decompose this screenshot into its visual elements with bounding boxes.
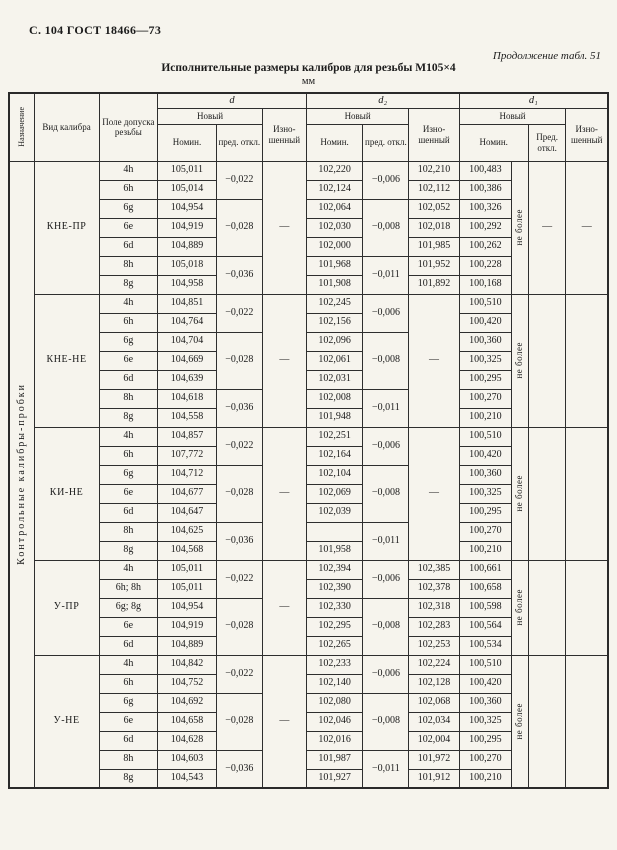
- d2-deviation: −0,008: [363, 465, 409, 522]
- d2-worn: 102,004: [409, 731, 459, 750]
- thread-tolerance-field: 8g: [99, 275, 158, 294]
- d2-nominal: 101,908: [306, 275, 363, 294]
- d-deviation: −0,022: [216, 427, 262, 465]
- thread-tolerance-field: 6g; 8g: [99, 598, 158, 617]
- d2-worn: 102,018: [409, 218, 459, 237]
- d2-nominal: 102,140: [306, 674, 363, 693]
- header-d-deviation: пред. откл.: [216, 124, 262, 161]
- d2-nominal: 102,030: [306, 218, 363, 237]
- d-worn: —: [262, 655, 306, 788]
- d-nominal: 104,669: [158, 351, 217, 370]
- d1-nominal: 100,295: [459, 731, 511, 750]
- thread-tolerance-field: 6d: [99, 636, 158, 655]
- d-nominal: 104,568: [158, 541, 217, 560]
- d2-nominal: 102,031: [306, 370, 363, 389]
- thread-tolerance-field: 6d: [99, 237, 158, 256]
- header-d-new: Новый: [158, 108, 263, 124]
- d-deviation: −0,036: [216, 750, 262, 788]
- gauge-type: КНЕ-НЕ: [34, 294, 99, 427]
- continuation-note: Продолжение табл. 51: [492, 50, 601, 62]
- gauge-type: У-ПР: [34, 560, 99, 655]
- d1-nominal: 100,658: [459, 579, 511, 598]
- not-more-note-text: не более: [514, 342, 525, 379]
- d2-deviation: −0,008: [363, 598, 409, 655]
- header-thread-tolerance: Поле допуска резьбы: [99, 93, 158, 161]
- header-d-nominal: Номин.: [158, 124, 217, 161]
- header-d2-new: Новый: [306, 108, 409, 124]
- d1-nominal: 100,210: [459, 769, 511, 788]
- table-row: [9, 294, 608, 313]
- d2-nominal: 102,096: [306, 332, 363, 351]
- d2-worn: 102,128: [409, 674, 459, 693]
- d-deviation: −0,036: [216, 256, 262, 294]
- not-more-note: [512, 294, 529, 427]
- d-nominal: 104,704: [158, 332, 217, 351]
- table-row: [9, 655, 608, 674]
- d1-worn: [566, 655, 608, 788]
- not-more-note-text: не более: [514, 209, 525, 246]
- d-deviation: −0,022: [216, 655, 262, 693]
- d1-nominal: 100,510: [459, 294, 511, 313]
- d1-nominal: 100,325: [459, 712, 511, 731]
- thread-tolerance-field: 4h: [99, 560, 158, 579]
- d2-worn: 102,253: [409, 636, 459, 655]
- gauge-type: КНЕ-ПР: [34, 161, 99, 294]
- thread-tolerance-field: 6h: [99, 446, 158, 465]
- d2-nominal: 102,330: [306, 598, 363, 617]
- d-deviation: −0,028: [216, 332, 262, 389]
- d2-deviation: −0,008: [363, 332, 409, 389]
- d2-nominal: 102,265: [306, 636, 363, 655]
- d1-nominal: 100,270: [459, 389, 511, 408]
- thread-tolerance-field: 8h: [99, 522, 158, 541]
- d-worn: —: [262, 161, 306, 294]
- thread-tolerance-field: 4h: [99, 161, 158, 180]
- d2-worn: 102,378: [409, 579, 459, 598]
- table-body: [9, 161, 608, 788]
- thread-tolerance-field: 6e: [99, 484, 158, 503]
- page-reference: С. 104 ГОСТ 18466—73: [29, 23, 162, 37]
- d1-nominal: 100,168: [459, 275, 511, 294]
- d2-deviation: −0,008: [363, 199, 409, 256]
- header-purpose: [9, 93, 34, 161]
- d1-nominal: 100,326: [459, 199, 511, 218]
- d2-deviation: −0,011: [363, 256, 409, 294]
- d2-deviation: −0,006: [363, 655, 409, 693]
- d-deviation: −0,028: [216, 693, 262, 750]
- d-nominal: 104,712: [158, 465, 217, 484]
- header-gauge-type: Вид калибра: [34, 93, 99, 161]
- d2-deviation: −0,011: [363, 522, 409, 560]
- header-d2: d₂: [306, 93, 459, 108]
- d1-nominal: 100,534: [459, 636, 511, 655]
- d2-nominal: 102,080: [306, 693, 363, 712]
- gauge-type: КИ-НЕ: [34, 427, 99, 560]
- d1-nominal: 100,210: [459, 541, 511, 560]
- thread-tolerance-field: 6e: [99, 712, 158, 731]
- not-more-note: [512, 427, 529, 560]
- d1-nominal: 100,598: [459, 598, 511, 617]
- gauge-dimensions-table: [8, 92, 609, 789]
- header-purpose-text: Назначение: [17, 107, 27, 148]
- thread-tolerance-field: 8g: [99, 541, 158, 560]
- d2-nominal: 102,069: [306, 484, 363, 503]
- d-nominal: 104,628: [158, 731, 217, 750]
- d1-nominal: 100,325: [459, 351, 511, 370]
- d2-nominal: 101,927: [306, 769, 363, 788]
- d2-nominal: 102,008: [306, 389, 363, 408]
- d1-nominal: 100,295: [459, 370, 511, 389]
- d-deviation: −0,028: [216, 199, 262, 256]
- d2-nominal: 102,164: [306, 446, 363, 465]
- d-nominal: 104,677: [158, 484, 217, 503]
- d2-nominal: 102,000: [306, 237, 363, 256]
- thread-tolerance-field: 6g: [99, 332, 158, 351]
- not-more-note: [512, 161, 529, 294]
- not-more-note: [512, 560, 529, 655]
- d2-nominal: 101,968: [306, 256, 363, 275]
- d-deviation: −0,036: [216, 389, 262, 427]
- d-nominal: 105,018: [158, 256, 217, 275]
- thread-tolerance-field: 8h: [99, 750, 158, 769]
- d2-worn: —: [409, 427, 459, 560]
- thread-tolerance-field: 6e: [99, 218, 158, 237]
- d2-worn: —: [409, 294, 459, 427]
- table-header: [9, 93, 608, 161]
- d2-nominal: 102,233: [306, 655, 363, 674]
- d2-nominal: 102,390: [306, 579, 363, 598]
- not-more-note-text: не более: [514, 475, 525, 512]
- d1-nominal: 100,262: [459, 237, 511, 256]
- header-d-worn: Изно-шенный: [262, 108, 306, 161]
- header-d2-nominal: Номин.: [306, 124, 363, 161]
- d-nominal: 104,558: [158, 408, 217, 427]
- d2-worn: 101,912: [409, 769, 459, 788]
- units-label: мм: [301, 76, 316, 87]
- thread-tolerance-field: 4h: [99, 655, 158, 674]
- header-d2-deviation: пред. откл.: [363, 124, 409, 161]
- d1-deviation: [528, 427, 566, 560]
- d2-deviation: −0,006: [363, 427, 409, 465]
- d1-nominal: 100,510: [459, 427, 511, 446]
- d2-nominal: 102,156: [306, 313, 363, 332]
- d-nominal: 104,919: [158, 218, 217, 237]
- d-nominal: 104,618: [158, 389, 217, 408]
- not-more-note-text: не более: [514, 702, 525, 740]
- d1-worn: [566, 294, 608, 427]
- d1-nominal: 100,325: [459, 484, 511, 503]
- d2-nominal: 102,124: [306, 180, 363, 199]
- d1-deviation: [528, 655, 566, 788]
- d-nominal: 104,954: [158, 598, 217, 617]
- side-label-text: Контрольные калибры-пробки: [15, 383, 27, 566]
- d-nominal: 104,889: [158, 237, 217, 256]
- d2-worn: 102,385: [409, 560, 459, 579]
- thread-tolerance-field: 6g: [99, 465, 158, 484]
- d2-worn: 102,112: [409, 180, 459, 199]
- d2-nominal: 102,104: [306, 465, 363, 484]
- d-nominal: 104,543: [158, 769, 217, 788]
- d-nominal: 104,764: [158, 313, 217, 332]
- thread-tolerance-field: 8h: [99, 256, 158, 275]
- d1-nominal: 100,270: [459, 522, 511, 541]
- d-deviation: −0,022: [216, 294, 262, 332]
- d1-worn: —: [566, 161, 608, 294]
- d-nominal: 104,851: [158, 294, 217, 313]
- thread-tolerance-field: 6e: [99, 617, 158, 636]
- d1-nominal: 100,661: [459, 560, 511, 579]
- thread-tolerance-field: 6h; 8h: [99, 579, 158, 598]
- d-worn: —: [262, 427, 306, 560]
- d2-worn: 102,224: [409, 655, 459, 674]
- d-nominal: 104,658: [158, 712, 217, 731]
- d-deviation: −0,036: [216, 522, 262, 560]
- d-nominal: 104,692: [158, 693, 217, 712]
- d1-nominal: 100,510: [459, 655, 511, 674]
- not-more-note: [512, 655, 529, 788]
- thread-tolerance-field: 6g: [99, 199, 158, 218]
- header-d: d: [158, 93, 307, 108]
- d1-nominal: 100,210: [459, 408, 511, 427]
- thread-tolerance-field: 8g: [99, 769, 158, 788]
- d-deviation: −0,028: [216, 598, 262, 655]
- d1-deviation: [528, 560, 566, 655]
- d1-nominal: 100,564: [459, 617, 511, 636]
- d2-nominal: 102,064: [306, 199, 363, 218]
- d-nominal: 104,625: [158, 522, 217, 541]
- d1-nominal: 100,360: [459, 332, 511, 351]
- d1-nominal: 100,360: [459, 465, 511, 484]
- d2-worn: 102,034: [409, 712, 459, 731]
- thread-tolerance-field: 6h: [99, 180, 158, 199]
- header-d2-worn: Изно-шенный: [409, 108, 459, 161]
- d1-nominal: 100,420: [459, 674, 511, 693]
- d1-nominal: 100,386: [459, 180, 511, 199]
- d2-nominal: 102,394: [306, 560, 363, 579]
- d2-nominal: 102,295: [306, 617, 363, 636]
- d-nominal: 104,639: [158, 370, 217, 389]
- thread-tolerance-field: 4h: [99, 427, 158, 446]
- d2-worn: 101,952: [409, 256, 459, 275]
- thread-tolerance-field: 6d: [99, 731, 158, 750]
- d-nominal: 105,011: [158, 560, 217, 579]
- d1-nominal: 100,295: [459, 503, 511, 522]
- d2-nominal: 102,251: [306, 427, 363, 446]
- header-d1-new: Новый: [459, 108, 566, 124]
- d1-worn: [566, 427, 608, 560]
- d1-nominal: 100,483: [459, 161, 511, 180]
- d-deviation: −0,028: [216, 465, 262, 522]
- thread-tolerance-field: 6g: [99, 693, 158, 712]
- d1-nominal: 100,292: [459, 218, 511, 237]
- d1-worn: [566, 560, 608, 655]
- d2-deviation: −0,006: [363, 161, 409, 199]
- table-row: [9, 161, 608, 180]
- d2-nominal: 101,987: [306, 750, 363, 769]
- d2-deviation: −0,006: [363, 560, 409, 598]
- d-worn: —: [262, 560, 306, 655]
- d2-worn: 102,318: [409, 598, 459, 617]
- d2-deviation: −0,008: [363, 693, 409, 750]
- d1-nominal: 100,360: [459, 693, 511, 712]
- d-nominal: 104,603: [158, 750, 217, 769]
- d-nominal: 105,011: [158, 161, 217, 180]
- d2-nominal: 102,039: [306, 503, 363, 522]
- d2-deviation: −0,006: [363, 294, 409, 332]
- d2-nominal: 102,245: [306, 294, 363, 313]
- thread-tolerance-field: 6d: [99, 370, 158, 389]
- d1-nominal: 100,420: [459, 313, 511, 332]
- thread-tolerance-field: 6h: [99, 674, 158, 693]
- d2-worn: 102,068: [409, 693, 459, 712]
- d-nominal: 105,011: [158, 579, 217, 598]
- d1-deviation: —: [528, 161, 566, 294]
- d-nominal: 104,752: [158, 674, 217, 693]
- d2-nominal: 102,016: [306, 731, 363, 750]
- d2-deviation: −0,011: [363, 750, 409, 788]
- d1-nominal: 100,420: [459, 446, 511, 465]
- table-row: [9, 560, 608, 579]
- table-row: [9, 427, 608, 446]
- d-nominal: 104,954: [158, 199, 217, 218]
- d2-nominal: 102,061: [306, 351, 363, 370]
- not-more-note-text: не более: [514, 589, 525, 626]
- d2-nominal: [306, 522, 363, 541]
- d1-deviation: [528, 294, 566, 427]
- d-nominal: 104,842: [158, 655, 217, 674]
- d-deviation: −0,022: [216, 560, 262, 598]
- thread-tolerance-field: 8h: [99, 389, 158, 408]
- d-nominal: 104,919: [158, 617, 217, 636]
- d2-nominal: 101,948: [306, 408, 363, 427]
- d-worn: —: [262, 294, 306, 427]
- page-title: Исполнительные размеры калибров для резьбы М105×4: [161, 62, 456, 74]
- d2-nominal: 101,958: [306, 541, 363, 560]
- header-row-groups: [9, 93, 608, 108]
- d-nominal: 105,014: [158, 180, 217, 199]
- header-d1-worn: Изно-шенный: [566, 108, 608, 161]
- side-label: [9, 161, 34, 788]
- d2-deviation: −0,011: [363, 389, 409, 427]
- d2-worn: 101,892: [409, 275, 459, 294]
- header-d1-deviation: Пред. откл.: [528, 124, 566, 161]
- d-nominal: 104,647: [158, 503, 217, 522]
- d-nominal: 107,772: [158, 446, 217, 465]
- header-d1-nominal: Номин.: [459, 124, 528, 161]
- d1-nominal: 100,228: [459, 256, 511, 275]
- d2-worn: 102,283: [409, 617, 459, 636]
- d2-worn: 101,985: [409, 237, 459, 256]
- d1-nominal: 100,270: [459, 750, 511, 769]
- d-nominal: 104,889: [158, 636, 217, 655]
- d2-nominal: 102,220: [306, 161, 363, 180]
- thread-tolerance-field: 8g: [99, 408, 158, 427]
- d2-worn: 102,210: [409, 161, 459, 180]
- header-d1: d₁: [459, 93, 608, 108]
- gauge-type: У-НЕ: [34, 655, 99, 788]
- thread-tolerance-field: 6e: [99, 351, 158, 370]
- d2-worn: 102,052: [409, 199, 459, 218]
- d-deviation: −0,022: [216, 161, 262, 199]
- thread-tolerance-field: 4h: [99, 294, 158, 313]
- d-nominal: 104,857: [158, 427, 217, 446]
- thread-tolerance-field: 6d: [99, 503, 158, 522]
- d2-nominal: 102,046: [306, 712, 363, 731]
- thread-tolerance-field: 6h: [99, 313, 158, 332]
- d-nominal: 104,958: [158, 275, 217, 294]
- d2-worn: 101,972: [409, 750, 459, 769]
